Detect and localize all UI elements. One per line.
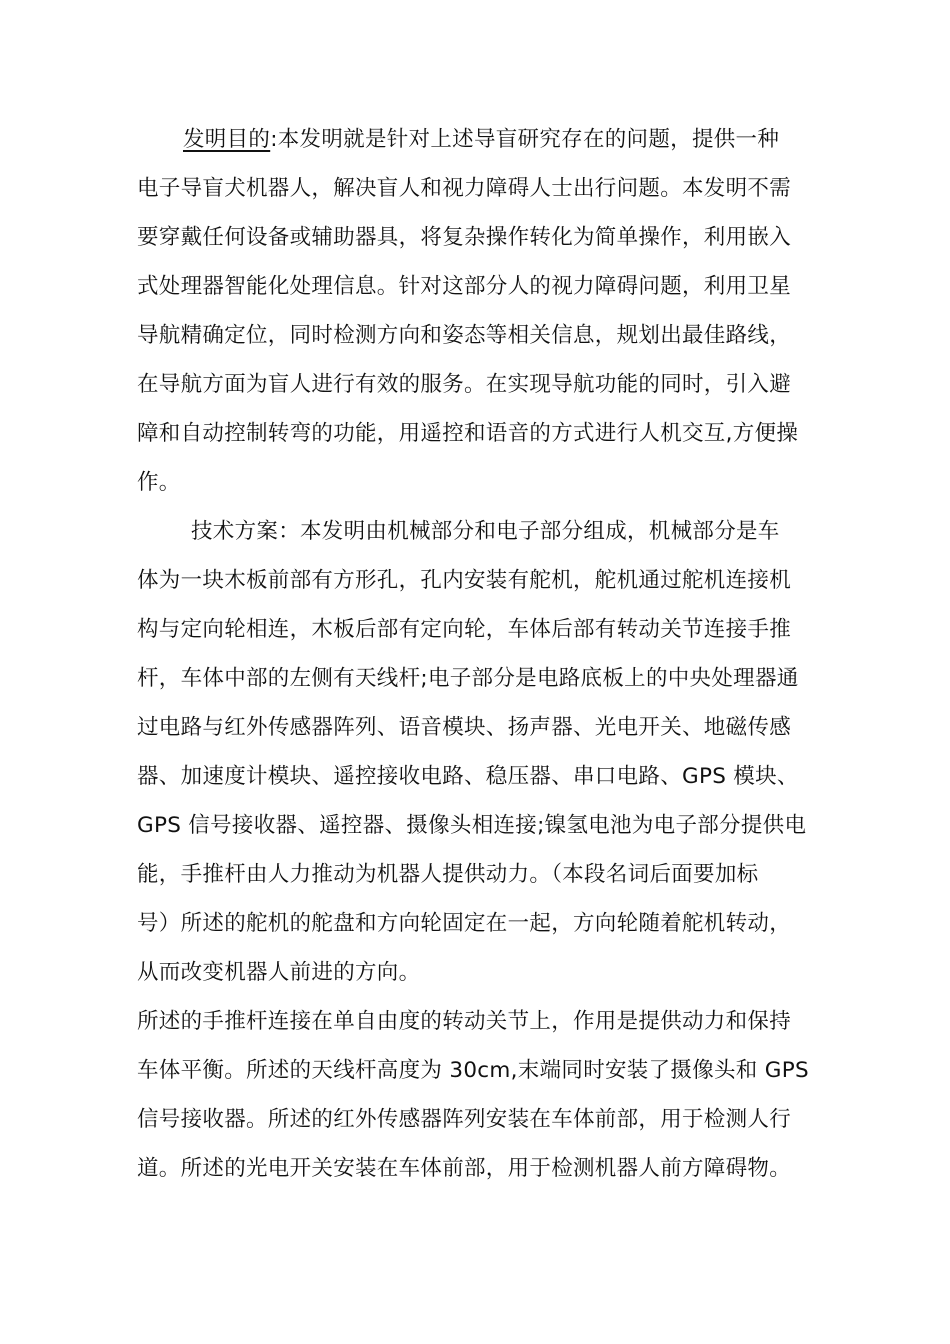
para2-line-4: 杆，车体中部的左侧有天线杆;电子部分是电路底板上的中央处理器通 [137,666,799,691]
para2-line-5: 过电路与红外传感器阵列、语音模块、扬声器、光电开关、地磁传感 [137,715,792,740]
para3-line-3: 信号接收器。所述的红外传感器阵列安装在车体前部，用于检测人行 [137,1107,792,1132]
para2-line-6: 器、加速度计模块、遥控接收电路、稳压器、串口电路、GPS 模块、 [137,764,799,789]
para2-line-9: 号）所述的舵机的舵盘和方向轮固定在一起，方向轮随着舵机转动， [137,911,792,936]
para2-line-2: 体为一块木板前部有方形孔，孔内安装有舵机，舵机通过舵机连接机 [137,568,792,593]
para3-line-4: 道。所述的光电开关安装在车体前部，用于检测机器人前方障碍物。 [137,1156,792,1181]
para1-line-5: 导航精确定位，同时检测方向和姿态等相关信息，规划出最佳路线， [137,323,792,348]
para1-heading: 发明目的 [183,127,271,152]
para1-line-3: 要穿戴任何设备或辅助器具，将复杂操作转化为简单操作，利用嵌入 [137,225,792,250]
para3-line-1: 所述的手推杆连接在单自由度的转动关节上，作用是提供动力和保持 [137,1009,792,1034]
para1-line-4: 式处理器智能化处理信息。针对这部分人的视力障碍问题，利用卫星 [137,274,792,299]
para1-line-7: 障和自动控制转弯的功能，用遥控和语音的方式进行人机交互,方便操 [137,421,799,446]
para1-line-8: 作。 [137,470,181,495]
para1-line-1 [183,125,779,155]
para2-line-10: 从而改变机器人前进的方向。 [137,960,421,985]
para2-line-1: 技术方案：本发明由机械部分和电子部分组成，机械部分是车 [191,519,780,544]
para2-line-8: 能，手推杆由人力推动为机器人提供动力。（本段名词后面要加标 [137,862,759,887]
para2-line-7: GPS 信号接收器、遥控器、摄像头相连接;镍氢电池为电子部分提供电 [137,813,807,838]
para1-line-1-text: :本发明就是针对上述导盲研究存在的问题，提供一种 [270,127,780,152]
para1-line-6: 在导航方面为盲人进行有效的服务。在实现导航功能的同时，引入避 [137,372,792,397]
para2-line-3: 构与定向轮相连，木板后部有定向轮，车体后部有转动关节连接手推 [137,617,792,642]
para3-line-2: 车体平衡。所述的天线杆高度为 30cm,末端同时安装了摄像头和 GPS [137,1058,809,1083]
para1-line-2: 电子导盲犬机器人，解决盲人和视力障碍人士出行问题。本发明不需 [137,176,792,201]
